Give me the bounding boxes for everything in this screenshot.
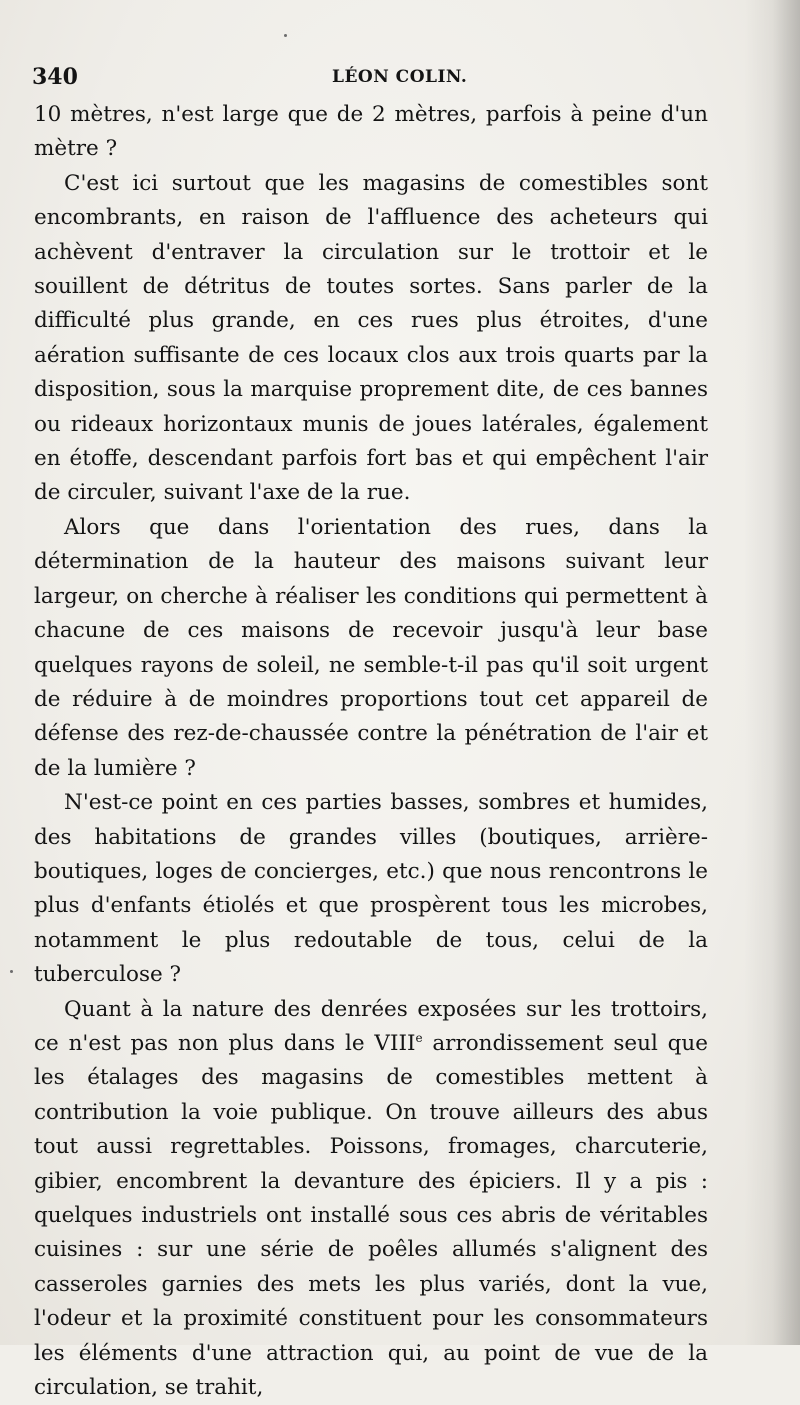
paragraph: Alors que dans l'orientation des rues, dans la détermination de la hauteur des maisons suivant leur largeur, on cherche à réaliser les conditions qui permettent à chacune de ces maisons de recevoir jusqu'à leur base quelques rayons de soleil, ne semble-t-il pas qu'il soit urgent de réduire à de moindres proportions tout cet appareil de défense des rez-de-chaussée contre la pénétration de l'air et de la lumière ? xyxy=(34,514,708,781)
ordinal-superscript: e xyxy=(415,1030,423,1045)
page-gutter-shadow xyxy=(772,0,800,1345)
paragraph: C'est ici surtout que les magasins de comestibles sont encombrants, en raison de l'affluence des acheteurs qui achèvent d'entraver la circulation sur le trottoir et le souillent de détritus de toutes sortes. Sans parler de la difficulté plus grande, en ces rues plus étroites, d'une aération suffisante de ces locaux clos aux trois quarts par la disposition, sous la marquise proprement dite, de ces bannes ou rideaux horizontaux munis de joues latérales, également en étoffe, descendant parfois fort bas et qui empêchent l'air de circuler, suivant l'axe de la rue. xyxy=(34,170,708,506)
ink-speck xyxy=(10,970,13,973)
paragraph xyxy=(34,993,708,1405)
paragraph: N'est-ce point en ces parties basses, sombres et humides, des habitations de grandes villes (boutiques, arrière-boutiques, loges de concierges, etc.) que nous rencontrons le plus d'enfants étiolés et que prospèrent tous les microbes, notamment le plus redoutable de tous, celui de la tuberculose ? xyxy=(34,790,708,988)
page-number: 340 xyxy=(32,64,78,90)
paragraph-text: arrondissement seul que les étalages des magasins de comestibles mettent à contribution la voie publique. On trouve ailleurs des abus tout aussi regrettables. Poissons, fromages, charcuterie, gibier, encombrent la devanture des épiciers. Il y a pis : quelques industriels ont installé sous ces abris de véritables cuisines : sur une série de poêles allumés s'alignent des casseroles garnies des mets les plus variés, dont la vue, l'odeur et la proximité constituent pour les consommateurs les éléments d'une attraction qui, au point de vue de la circulation, se trahit, xyxy=(34,1030,708,1401)
running-header xyxy=(32,64,712,92)
header-author: LÉON COLIN. xyxy=(332,67,468,87)
ink-speck xyxy=(284,34,287,37)
body-text xyxy=(34,98,708,1405)
paragraph-text: Quant à la nature des denrées exposées sur les trottoirs, ce n'est pas non plus dans le VIII xyxy=(34,996,708,1056)
paragraph: 10 mètres, n'est large que de 2 mètres, parfois à peine d'un mètre ? xyxy=(34,102,708,162)
